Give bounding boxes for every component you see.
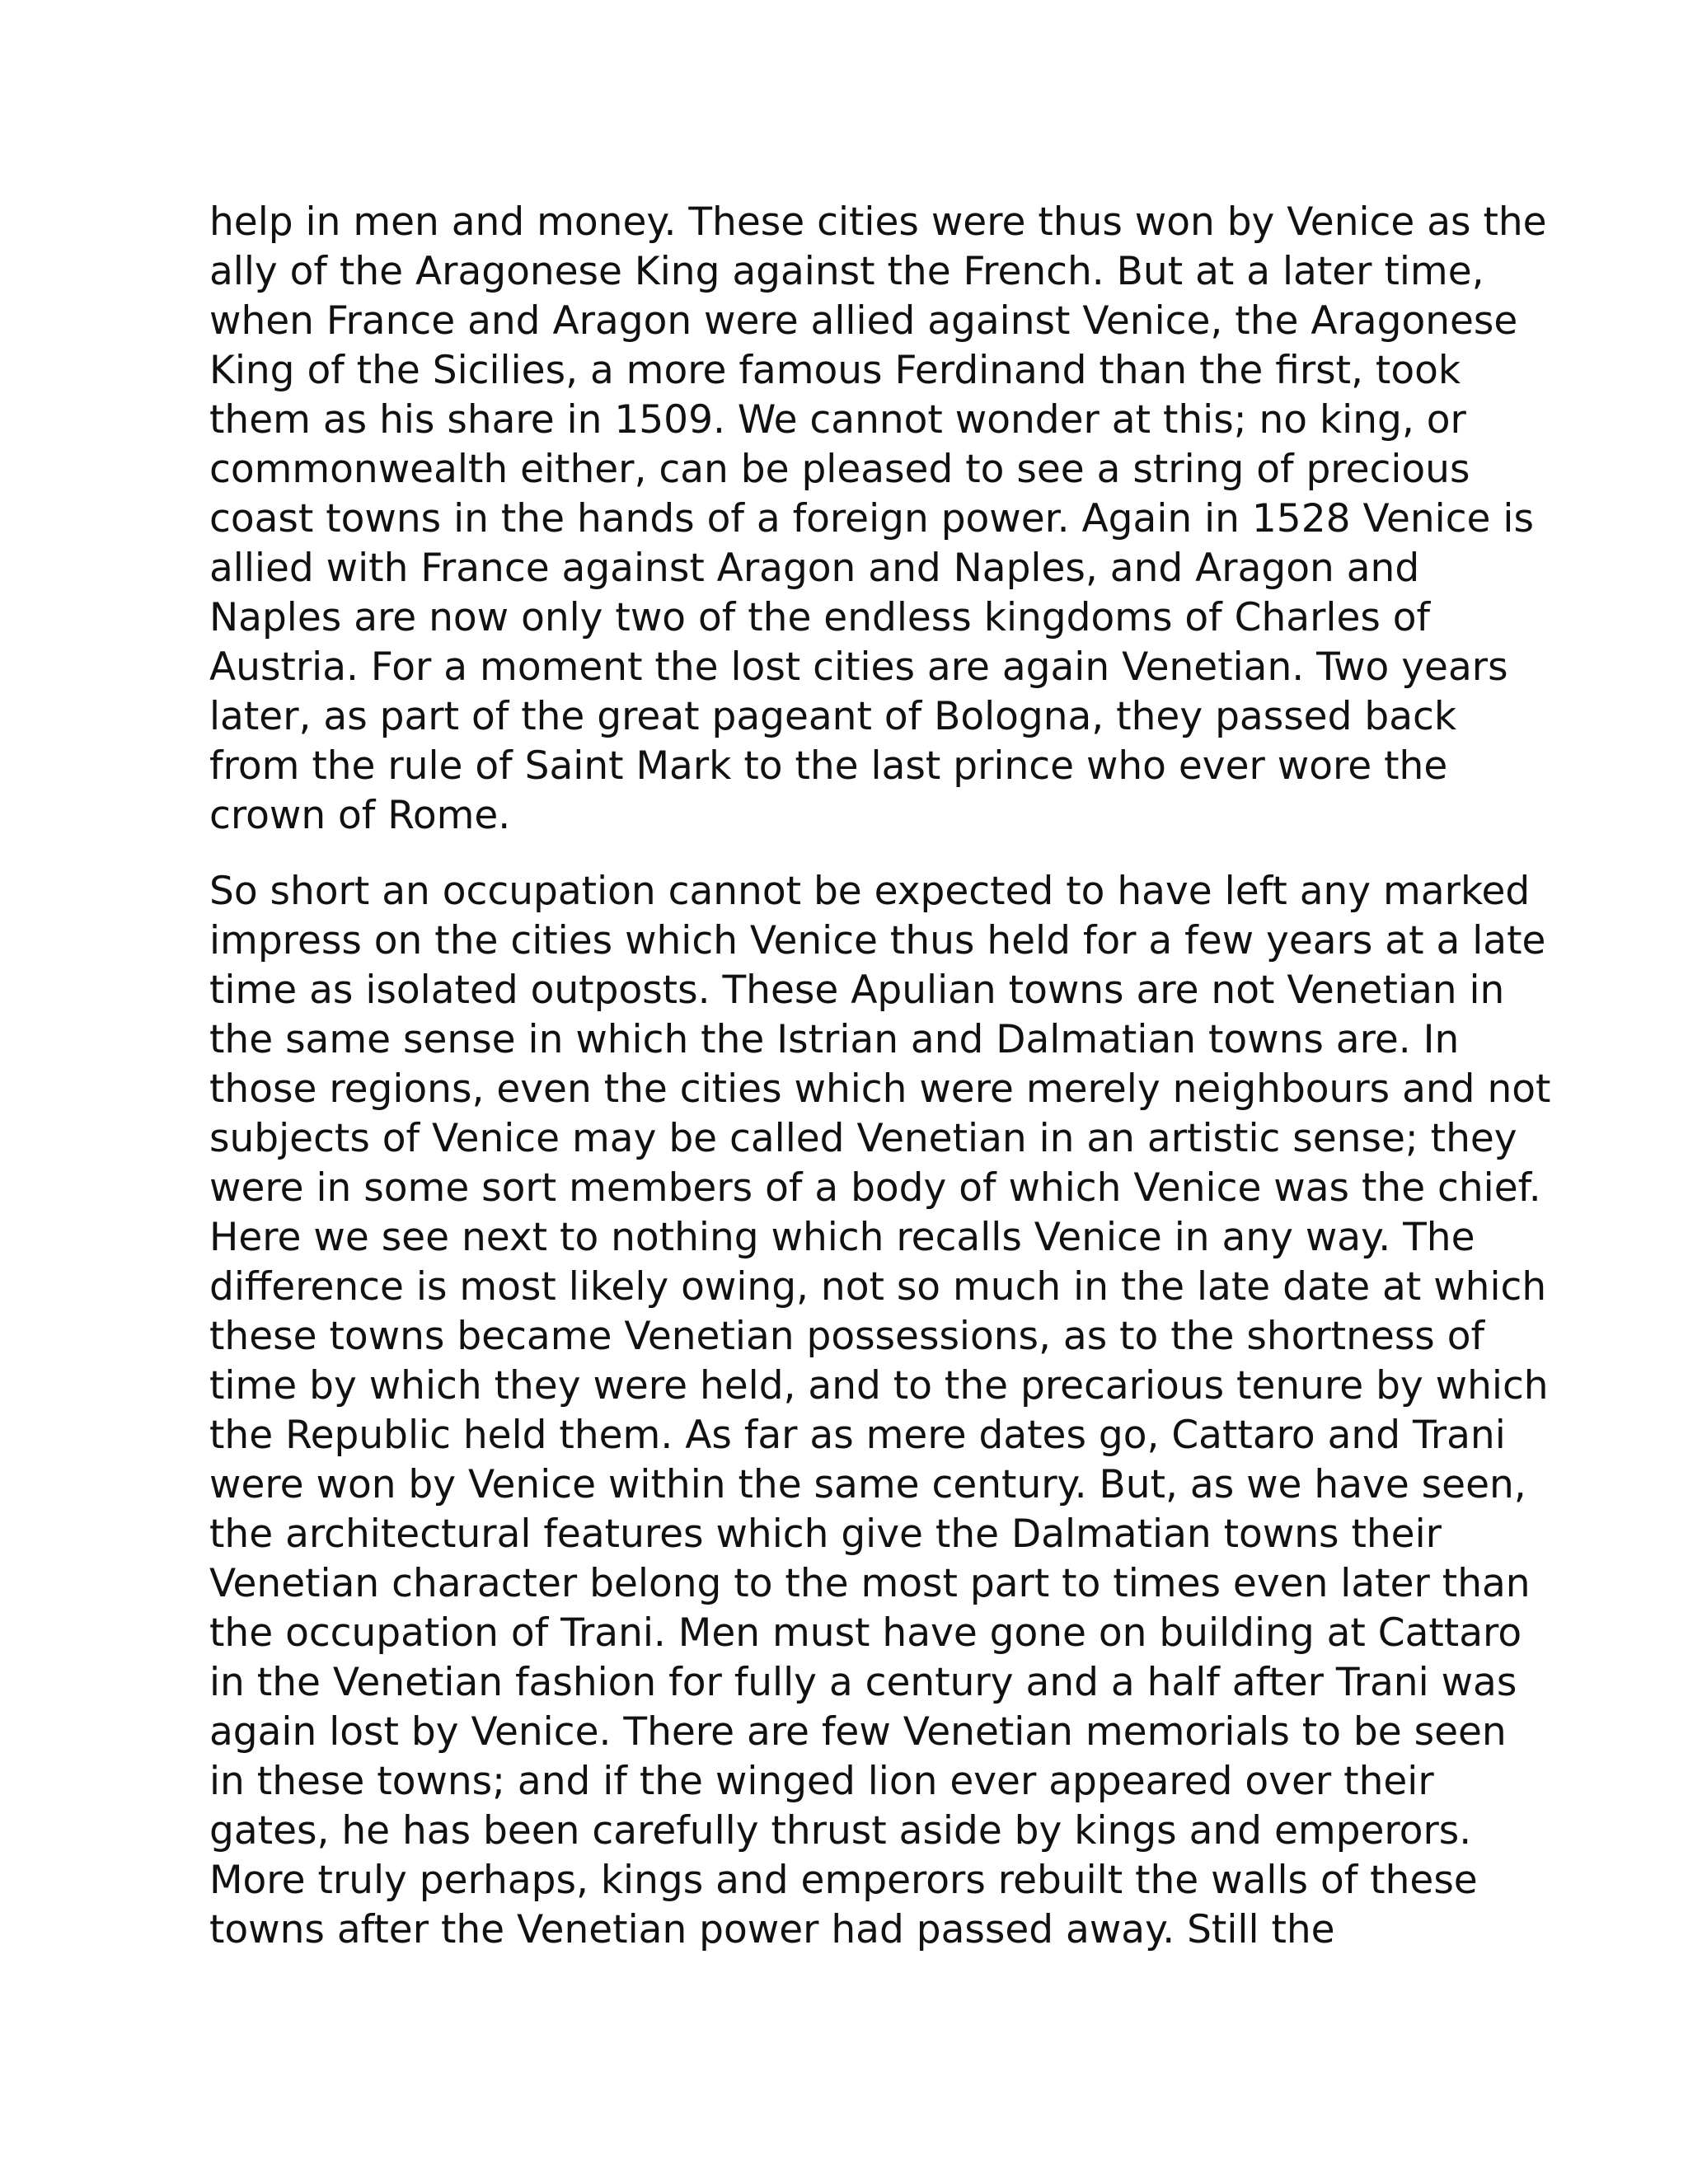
paragraph-2 (209, 867, 1551, 1955)
text-line: Austria. For a moment the lost cities are again Venetian. Two years (209, 644, 1508, 690)
text-line: the architectural features which give the Dalmatian towns their (209, 1511, 1442, 1557)
text-line: when France and Aragon were allied against Venice, the Aragonese (209, 298, 1518, 344)
text-line: the same sense in which the Istrian and Dalmatian towns are. In (209, 1017, 1460, 1062)
text-line: coast towns in the hands of a foreign power. Again in 1528 Venice is (209, 496, 1534, 541)
text-line: were won by Venice within the same century. But, as we have seen, (209, 1462, 1526, 1507)
text-line: them as his share in 1509. We cannot wonder at this; no king, or (209, 397, 1466, 443)
text-line: commonwealth either, can be pleased to see a string of precious (209, 447, 1470, 492)
text-line: allied with France against Aragon and Naples, and Aragon and (209, 546, 1420, 591)
text-line: Naples are now only two of the endless kingdoms of Charles of (209, 595, 1431, 640)
text-line: the occupation of Trani. Men must have gone on building at Cattaro (209, 1610, 1522, 1656)
text-line: subjects of Venice may be called Venetian in an artistic sense; they (209, 1116, 1517, 1161)
text-line: the Republic held them. As far as mere dates go, Cattaro and Trani (209, 1413, 1506, 1458)
text-line: time by which they were held, and to the precarious tenure by which (209, 1363, 1549, 1408)
text-line: in the Venetian fashion for fully a century and a half after Trani was (209, 1660, 1517, 1705)
text-line: ally of the Aragonese King against the French. But at a later time, (209, 249, 1484, 294)
text-line: later, as part of the great pageant of Bologna, they passed back (209, 694, 1457, 739)
text-line: help in men and money. These cities were thus won by Venice as the (209, 199, 1547, 245)
text-line: King of the Sicilies, a more famous Ferdinand than the first, took (209, 348, 1461, 393)
text-line: Here we see next to nothing which recalls Venice in any way. The (209, 1215, 1475, 1260)
text-line: difference is most likely owing, not so much in the late date at which (209, 1264, 1547, 1310)
text-line: time as isolated outposts. These Apulian towns are not Venetian in (209, 968, 1505, 1013)
text-line: were in some sort members of a body of which Venice was the chief. (209, 1165, 1541, 1211)
page-body (209, 198, 1551, 1955)
text-line: those regions, even the cities which were merely neighbours and not (209, 1066, 1551, 1112)
text-line: these towns became Venetian possessions, as to the shortness of (209, 1314, 1485, 1359)
text-line: So short an occupation cannot be expected to have left any marked (209, 869, 1531, 914)
text-line: from the rule of Saint Mark to the last prince who ever wore the (209, 743, 1448, 789)
text-line: towns after the Venetian power had passed away. Still the (209, 1907, 1335, 1952)
text-line: again lost by Venice. There are few Venetian memorials to be seen (209, 1709, 1507, 1755)
text-line: Venetian character belong to the most part to times even later than (209, 1561, 1531, 1606)
text-line: gates, he has been carefully thrust aside by kings and emperors. (209, 1808, 1472, 1854)
text-line: impress on the cities which Venice thus held for a few years at a late (209, 918, 1546, 963)
text-line: in these towns; and if the winged lion ever appeared over their (209, 1759, 1434, 1804)
paragraph-1 (209, 198, 1547, 841)
text-line: crown of Rome. (209, 793, 511, 838)
text-line: More truly perhaps, kings and emperors rebuilt the walls of these (209, 1858, 1478, 1903)
